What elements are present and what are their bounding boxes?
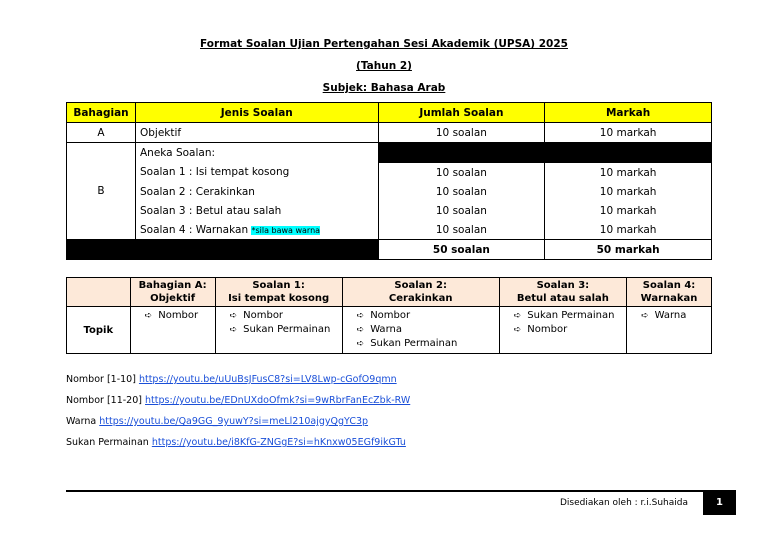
table-header-row	[67, 103, 712, 123]
count-b3: 10 soalan	[378, 201, 545, 220]
link-row	[66, 395, 410, 416]
list-item: ➪ Nombor	[229, 310, 284, 321]
arrow-icon: ➪	[356, 339, 365, 349]
topic-col-s4	[627, 307, 712, 354]
video-link[interactable]: https://youtu.be/EDnUXdoOfmk?si=9wRbrFanEcZbk-RW	[145, 395, 411, 406]
blank-cell	[378, 143, 545, 163]
topic-header-s2: Soalan 2: Cerakinkan	[342, 278, 499, 307]
link-row	[66, 437, 410, 458]
table-row	[67, 201, 712, 220]
count-b1: 10 soalan	[378, 163, 545, 183]
total-count: 50 soalan	[378, 240, 545, 260]
list-item: ➪ Sukan Permainan	[513, 310, 615, 321]
list-item: ➪ Warna	[356, 324, 402, 335]
topic-header-a: Bahagian A: Objektif	[130, 278, 215, 307]
video-links	[66, 374, 410, 458]
table-row	[67, 123, 712, 143]
link-label: Sukan Permainan	[66, 437, 149, 448]
aneka-label: Aneka Soalan:	[135, 143, 378, 163]
page-number: 1	[703, 491, 736, 515]
table-row	[67, 143, 712, 163]
prepared-by: Disediakan oleh : r.i.Suhaida	[560, 498, 688, 508]
type-b1: Soalan 1 : Isi tempat kosong	[135, 163, 378, 183]
arrow-icon: ➪	[641, 311, 649, 321]
total-marks: 50 markah	[545, 240, 712, 260]
section-b: B	[67, 143, 136, 240]
blank-cell	[545, 143, 712, 163]
arrow-icon: ➪	[144, 311, 153, 321]
arrow-icon: ➪	[356, 311, 365, 321]
video-link[interactable]: https://youtu.be/uUuBsJFusC8?si=LV8Lwp-cGofO9qmn	[138, 374, 397, 385]
subject-title: Subjek: Bahasa Arab	[322, 82, 446, 94]
list-item: ➪ Sukan Permainan	[356, 338, 458, 349]
table-row	[67, 182, 712, 201]
section-a: A	[67, 123, 136, 143]
marks-b3: 10 markah	[545, 201, 712, 220]
count-b4: 10 soalan	[378, 220, 545, 240]
link-row	[66, 416, 410, 437]
type-b4-label: Soalan 4 : Warnakan	[139, 223, 249, 236]
main-title: Format Soalan Ujian Pertengahan Sesi Akademik (UPSA) 2025	[200, 38, 568, 50]
topic-header-empty	[67, 278, 131, 307]
link-row	[66, 374, 410, 395]
type-b4	[135, 220, 378, 240]
document-titles	[0, 36, 768, 102]
marks-b2: 10 markah	[545, 182, 712, 201]
marks-b1: 10 markah	[545, 163, 712, 183]
list-item: ➪ Sukan Permainan	[229, 324, 331, 335]
topic-col-s2	[342, 307, 499, 354]
type-b2: Soalan 2 : Cerakinkan	[135, 182, 378, 201]
arrow-icon: ➪	[229, 311, 238, 321]
link-label: Nombor [1-10]	[66, 374, 136, 385]
list-item: ➪ Warna	[641, 310, 687, 321]
topic-col-s3	[499, 307, 626, 354]
total-row	[67, 240, 712, 260]
topic-header-row	[67, 278, 712, 307]
list-item: ➪ Nombor	[144, 310, 199, 321]
footer-divider	[66, 490, 736, 492]
topic-header-s3: Soalan 3: Betul atau salah	[499, 278, 626, 307]
topic-header-s1: Soalan 1: Isi tempat kosong	[215, 278, 342, 307]
header-markah: Markah	[545, 103, 712, 123]
table-row	[67, 220, 712, 240]
video-link[interactable]: https://youtu.be/Qa9GG_9yuwY?si=meLl210ajgyQgYC3p	[99, 416, 369, 427]
header-jumlah-soalan: Jumlah Soalan	[378, 103, 545, 123]
video-link[interactable]: https://youtu.be/i8KfG-ZNGgE?si=hKnxw05EGf9ikGTu	[151, 437, 406, 448]
count-b2: 10 soalan	[378, 182, 545, 201]
header-bahagian: Bahagian	[67, 103, 136, 123]
list-item: ➪ Nombor	[513, 324, 568, 335]
header-jenis-soalan: Jenis Soalan	[135, 103, 378, 123]
table-row	[67, 163, 712, 183]
question-format-table	[66, 102, 712, 260]
link-label: Warna	[66, 416, 97, 427]
arrow-icon: ➪	[229, 325, 238, 335]
count-a: 10 soalan	[378, 123, 545, 143]
blank-cell	[67, 240, 379, 260]
topic-header-s4: Soalan 4: Warnakan	[627, 278, 712, 307]
list-item: ➪ Nombor	[356, 310, 411, 321]
topic-table	[66, 277, 712, 354]
type-a: Objektif	[135, 123, 378, 143]
arrow-icon: ➪	[513, 325, 522, 335]
marks-a: 10 markah	[545, 123, 712, 143]
topic-col-a	[130, 307, 215, 354]
grade-title: (Tahun 2)	[356, 60, 412, 72]
type-b3: Soalan 3 : Betul atau salah	[135, 201, 378, 220]
topic-label: Topik	[67, 307, 131, 354]
link-label: Nombor [11-20]	[66, 395, 142, 406]
topic-col-s1	[215, 307, 342, 354]
highlight-note: *sila bawa warna	[251, 225, 321, 235]
arrow-icon: ➪	[513, 311, 522, 321]
marks-b4: 10 markah	[545, 220, 712, 240]
topic-row	[67, 307, 712, 354]
arrow-icon: ➪	[356, 325, 365, 335]
